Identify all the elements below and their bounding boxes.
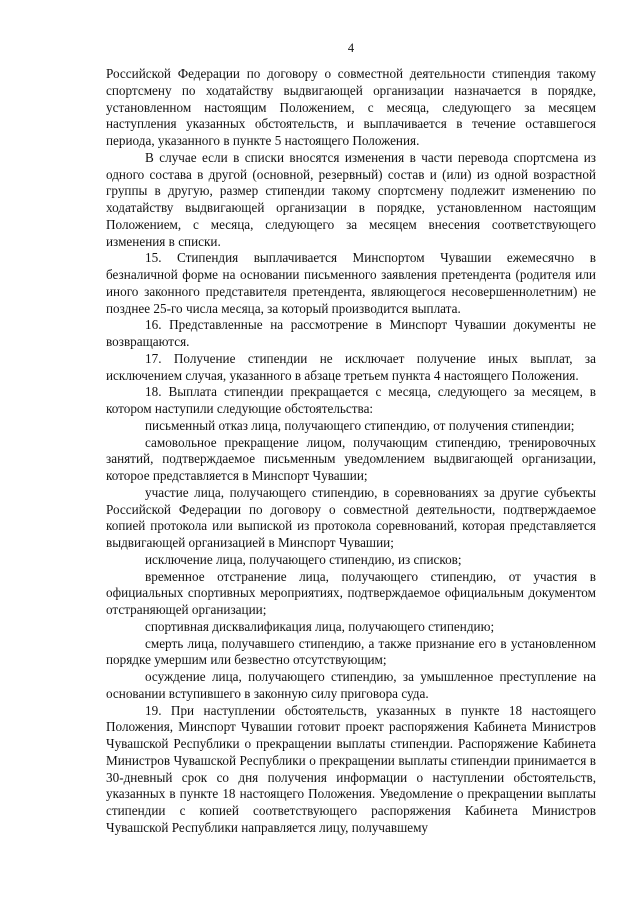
page-number: 4 <box>347 41 355 55</box>
paragraph: участие лица, получающего стипендию, в соревнованиях за другие субъекты Российской Федерации по договору о совместной деятельности, подтверждаемое копией протокола или выпиской из протокола соревнований, которая представляется выдвигающей организацией в Минспорт Чувашии; <box>106 484 596 550</box>
paragraph: письменный отказ лица, получающего стипендию, от получения стипендии; <box>145 417 575 433</box>
paragraph: 19. При наступлении обстоятельств, указанных в пункте 18 настоящего Положения, Минспорт Чувашии готовит проект распоряжения Кабинета Министров Чувашской Республики о прекращении выплаты стипендии. Распоряжение Кабинета Министров Чувашской Республики о прекращении выплаты стипендии принимается в 30-дневный срок со дня получения информации о наступлении обстоятельств, указанных в пункте 18 настоящего Положения. Уведомление о прекращении выплаты стипендии с копией соответствующего распоряжения Кабинета Министров Чувашской Республики направляется лицу, получавшему <box>106 702 596 835</box>
paragraph: смерть лица, получавшего стипендию, а также признание его в установленном порядке умершим или безвестно отсутствующим; <box>106 635 596 668</box>
paragraph: 18. Выплата стипендии прекращается с месяца, следующего за месяцем, в котором наступили следующие обстоятельства: <box>106 384 596 416</box>
paragraph: спортивная дисквалификация лица, получающего стипендию; <box>145 618 495 634</box>
paragraph: 15. Стипендия выплачивается Минспортом Чувашии ежемесячно в безналичной форме на основании письменного заявления претендента (родителя или иного законного представителя претендента, являющегося несовершеннолетним) не позднее 25-го числа месяца, за который производится выплата. <box>106 250 596 316</box>
paragraph: В случае если в списки вносятся изменения в части перевода спортсмена из одного состава в другой (основной, резервный) состав и (или) из одной возрастной группы в другую, размер стипендии такому спортсмену подлежит изменению по ходатайству выдвигающей организации в порядке, установленном настоящим Положением, с месяца, следующего за месяцем внесения соответствующего изменения в списки. <box>106 149 596 249</box>
paragraph: Российской Федерации по договору о совместной деятельности стипендия такому спортсмену по ходатайству выдвигающей организации назначается в порядке, установленном настоящим Положением, с месяца, следующего за месяцем наступления указанных обстоятельств, и выплачивается в течение оставшегося периода, указанного в пункте 5 настоящего Положения. <box>106 66 596 148</box>
paragraph: 16. Представленные на рассмотрение в Минспорт Чувашии документы не возвращаются. <box>106 317 596 349</box>
paragraph: временное отстранение лица, получающего стипендию, от участия в официальных спортивных мероприятиях, подтверждаемое официальным документом отстраняющей организации; <box>106 568 596 617</box>
paragraph: 17. Получение стипендии не исключает получение иных выплат, за исключением случая, указанного в абзаце третьем пункта 4 настоящего Положения. <box>106 350 596 383</box>
paragraph: самовольное прекращение лицом, получающим стипендию, тренировочных занятий, подтверждаемое письменным уведомлением выдвигающей организации, которое представляется в Минспорт Чувашии; <box>106 434 596 483</box>
paragraph: исключение лица, получающего стипендию, из списков; <box>145 551 462 567</box>
paragraph: осуждение лица, получающего стипендию, за умышленное преступление на основании вступившего в законную силу приговора суда. <box>106 669 596 701</box>
document-body <box>106 66 596 837</box>
